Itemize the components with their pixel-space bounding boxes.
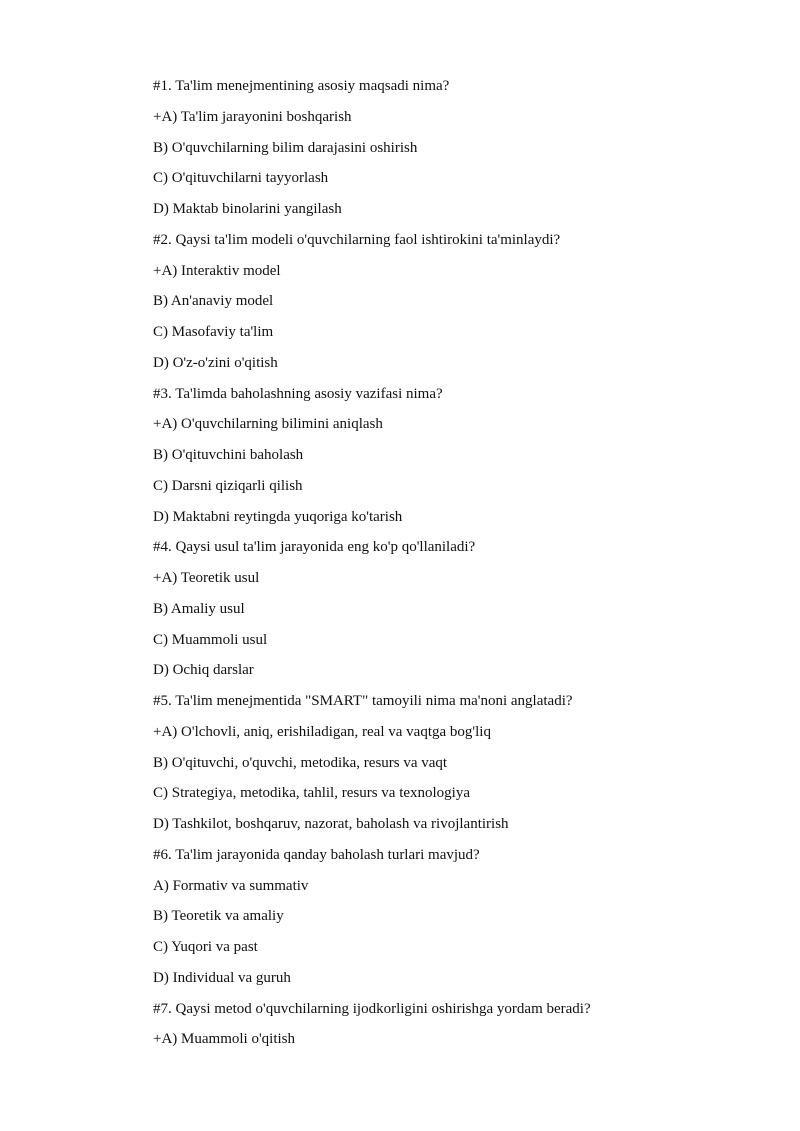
answer-line: D) Tashkilot, boshqaruv, nazorat, baholash va rivojlantirish xyxy=(153,816,509,832)
answer-line: +A) O'quvchilarning bilimini aniqlash xyxy=(153,416,383,433)
answer-line: +A) Ta'lim jarayonini boshqarish xyxy=(153,108,352,125)
answer-line: C) Muammoli usul xyxy=(153,631,268,648)
answer-line: B) Amaliy usul xyxy=(153,600,245,617)
quiz-text-block xyxy=(153,75,753,1059)
question-line: #3. Ta'limda baholashning asosiy vazifasi nima? xyxy=(153,385,443,402)
question-line: #7. Qaysi metod o'quvchilarning ijodkorligini oshirishga yordam beradi? xyxy=(153,1000,591,1017)
answer-line: C) Darsni qiziqarli qilish xyxy=(153,477,303,494)
answer-line: B) O'qituvchi, o'quvchi, metodika, resurs va vaqt xyxy=(153,754,448,771)
answer-line: B) O'qituvchini baholash xyxy=(153,447,304,463)
answer-line: C) Strategiya, metodika, tahlil, resurs va texnologiya xyxy=(153,785,471,802)
question-line: #6. Ta'lim jarayonida qanday baholash turlari mavjud? xyxy=(153,846,480,863)
question-line: #4. Qaysi usul ta'lim jarayonida eng ko'p qo'llaniladi? xyxy=(153,539,476,556)
answer-line: D) O'z-o'zini o'qitish xyxy=(153,354,278,371)
answer-line: D) Ochiq darslar xyxy=(153,662,254,679)
question-line: #5. Ta'lim menejmentida "SMART" tamoyili nima ma'noni anglatadi? xyxy=(153,693,573,709)
answer-line: +A) Interaktiv model xyxy=(153,262,281,279)
answer-line: +A) Teoretik usul xyxy=(153,570,260,586)
answer-line: B) O'quvchilarning bilim darajasini oshirish xyxy=(153,139,418,156)
answer-line: D) Maktabni reytingda yuqoriga ko'tarish xyxy=(153,508,403,525)
answer-line: D) Maktab binolarini yangilash xyxy=(153,201,342,217)
answer-line: A) Formativ va summativ xyxy=(153,877,309,894)
answer-line: B) An'anaviy model xyxy=(153,293,274,310)
answer-line: D) Individual va guruh xyxy=(153,969,291,986)
answer-line: +A) Muammoli o'qitish xyxy=(153,1031,295,1048)
answer-line: C) O'qituvchilarni tayyorlash xyxy=(153,170,329,187)
answer-line: B) Teoretik va amaliy xyxy=(153,908,284,925)
question-line: #1. Ta'lim menejmentining asosiy maqsadi nima? xyxy=(153,78,450,94)
answer-line: +A) O'lchovli, aniq, erishiladigan, real va vaqtga bog'liq xyxy=(153,723,491,740)
question-line: #2. Qaysi ta'lim modeli o'quvchilarning faol ishtirokini ta'minlaydi? xyxy=(153,231,561,248)
answer-line: C) Masofaviy ta'lim xyxy=(153,324,274,340)
answer-line: C) Yuqori va past xyxy=(153,939,258,955)
